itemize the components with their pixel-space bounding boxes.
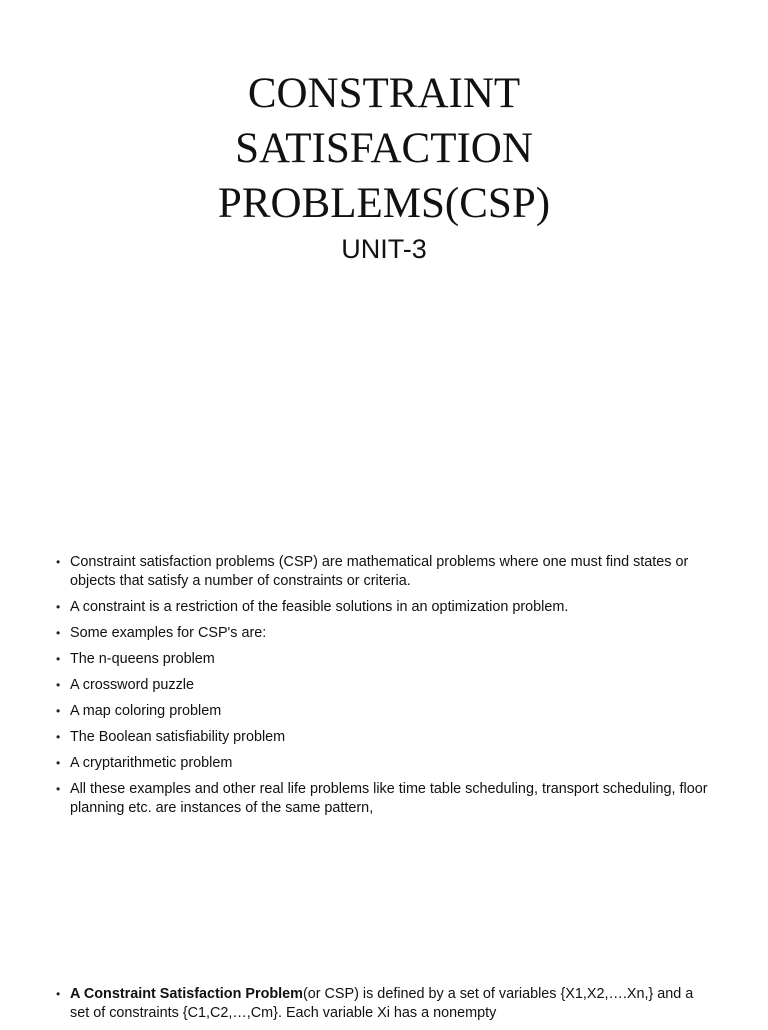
bullet-item bbox=[56, 676, 716, 695]
bullet-icon: • bbox=[56, 678, 61, 692]
bullet-item bbox=[56, 650, 716, 669]
bullet-icon: • bbox=[56, 626, 61, 640]
bullet-text: A constraint is a restriction of the feasible solutions in an optimization problem. bbox=[70, 599, 569, 615]
bullet-text: A map coloring problem bbox=[70, 703, 222, 719]
bullet-icon: • bbox=[56, 987, 61, 1001]
bullet-text: All these examples and other real life problems like time table scheduling, transport scheduling, floor planning etc. are instances of the same pattern, bbox=[70, 781, 708, 816]
bullet-list bbox=[56, 985, 716, 1030]
bullet-text: The n-queens problem bbox=[70, 651, 215, 667]
bullet-rest-text: (or CSP) is defined by a set of variables {X1,X2,….Xn,} and a set of constraints {C1,C2,…,Cm}. Each variable Xi has a nonempty bbox=[70, 986, 694, 1021]
title-line: PROBLEMS(CSP) bbox=[217, 180, 551, 227]
bullet-text: Constraint satisfaction problems (CSP) are mathematical problems where one must find states or objects that satisfy a number of constraints or criteria. bbox=[70, 554, 689, 589]
bullet-item bbox=[56, 754, 716, 773]
bullet-icon: • bbox=[56, 555, 61, 569]
bullet-item bbox=[56, 780, 716, 818]
bullet-icon: • bbox=[56, 782, 61, 796]
csp-definition-slide bbox=[0, 950, 768, 1024]
bullet-item bbox=[56, 598, 716, 617]
bullet-icon: • bbox=[56, 756, 61, 770]
bullet-item bbox=[56, 985, 716, 1023]
title-line: CONSTRAINT bbox=[247, 70, 521, 117]
bullet-text: Some examples for CSP's are: bbox=[70, 625, 267, 641]
bullet-item bbox=[56, 728, 716, 747]
bullet-list bbox=[56, 553, 716, 825]
bullet-item bbox=[56, 624, 716, 643]
bullet-text: A crossword puzzle bbox=[70, 677, 194, 693]
bullet-bold-term: A Constraint Satisfaction Problem bbox=[70, 986, 303, 1002]
bullet-item bbox=[56, 553, 716, 591]
slide-title bbox=[0, 66, 768, 231]
bullet-text: The Boolean satisfiability problem bbox=[70, 729, 286, 745]
bullet-icon: • bbox=[56, 600, 61, 614]
bullet-text bbox=[70, 985, 716, 1023]
slide-subtitle: UNIT-3 bbox=[341, 234, 427, 264]
bullet-icon: • bbox=[56, 730, 61, 744]
bullet-text: A cryptarithmetic problem bbox=[70, 755, 233, 771]
csp-intro-slide bbox=[0, 520, 768, 950]
bullet-item bbox=[56, 702, 716, 721]
title-line: SATISFACTION bbox=[235, 125, 533, 172]
bullet-icon: • bbox=[56, 652, 61, 666]
bullet-icon: • bbox=[56, 704, 61, 718]
